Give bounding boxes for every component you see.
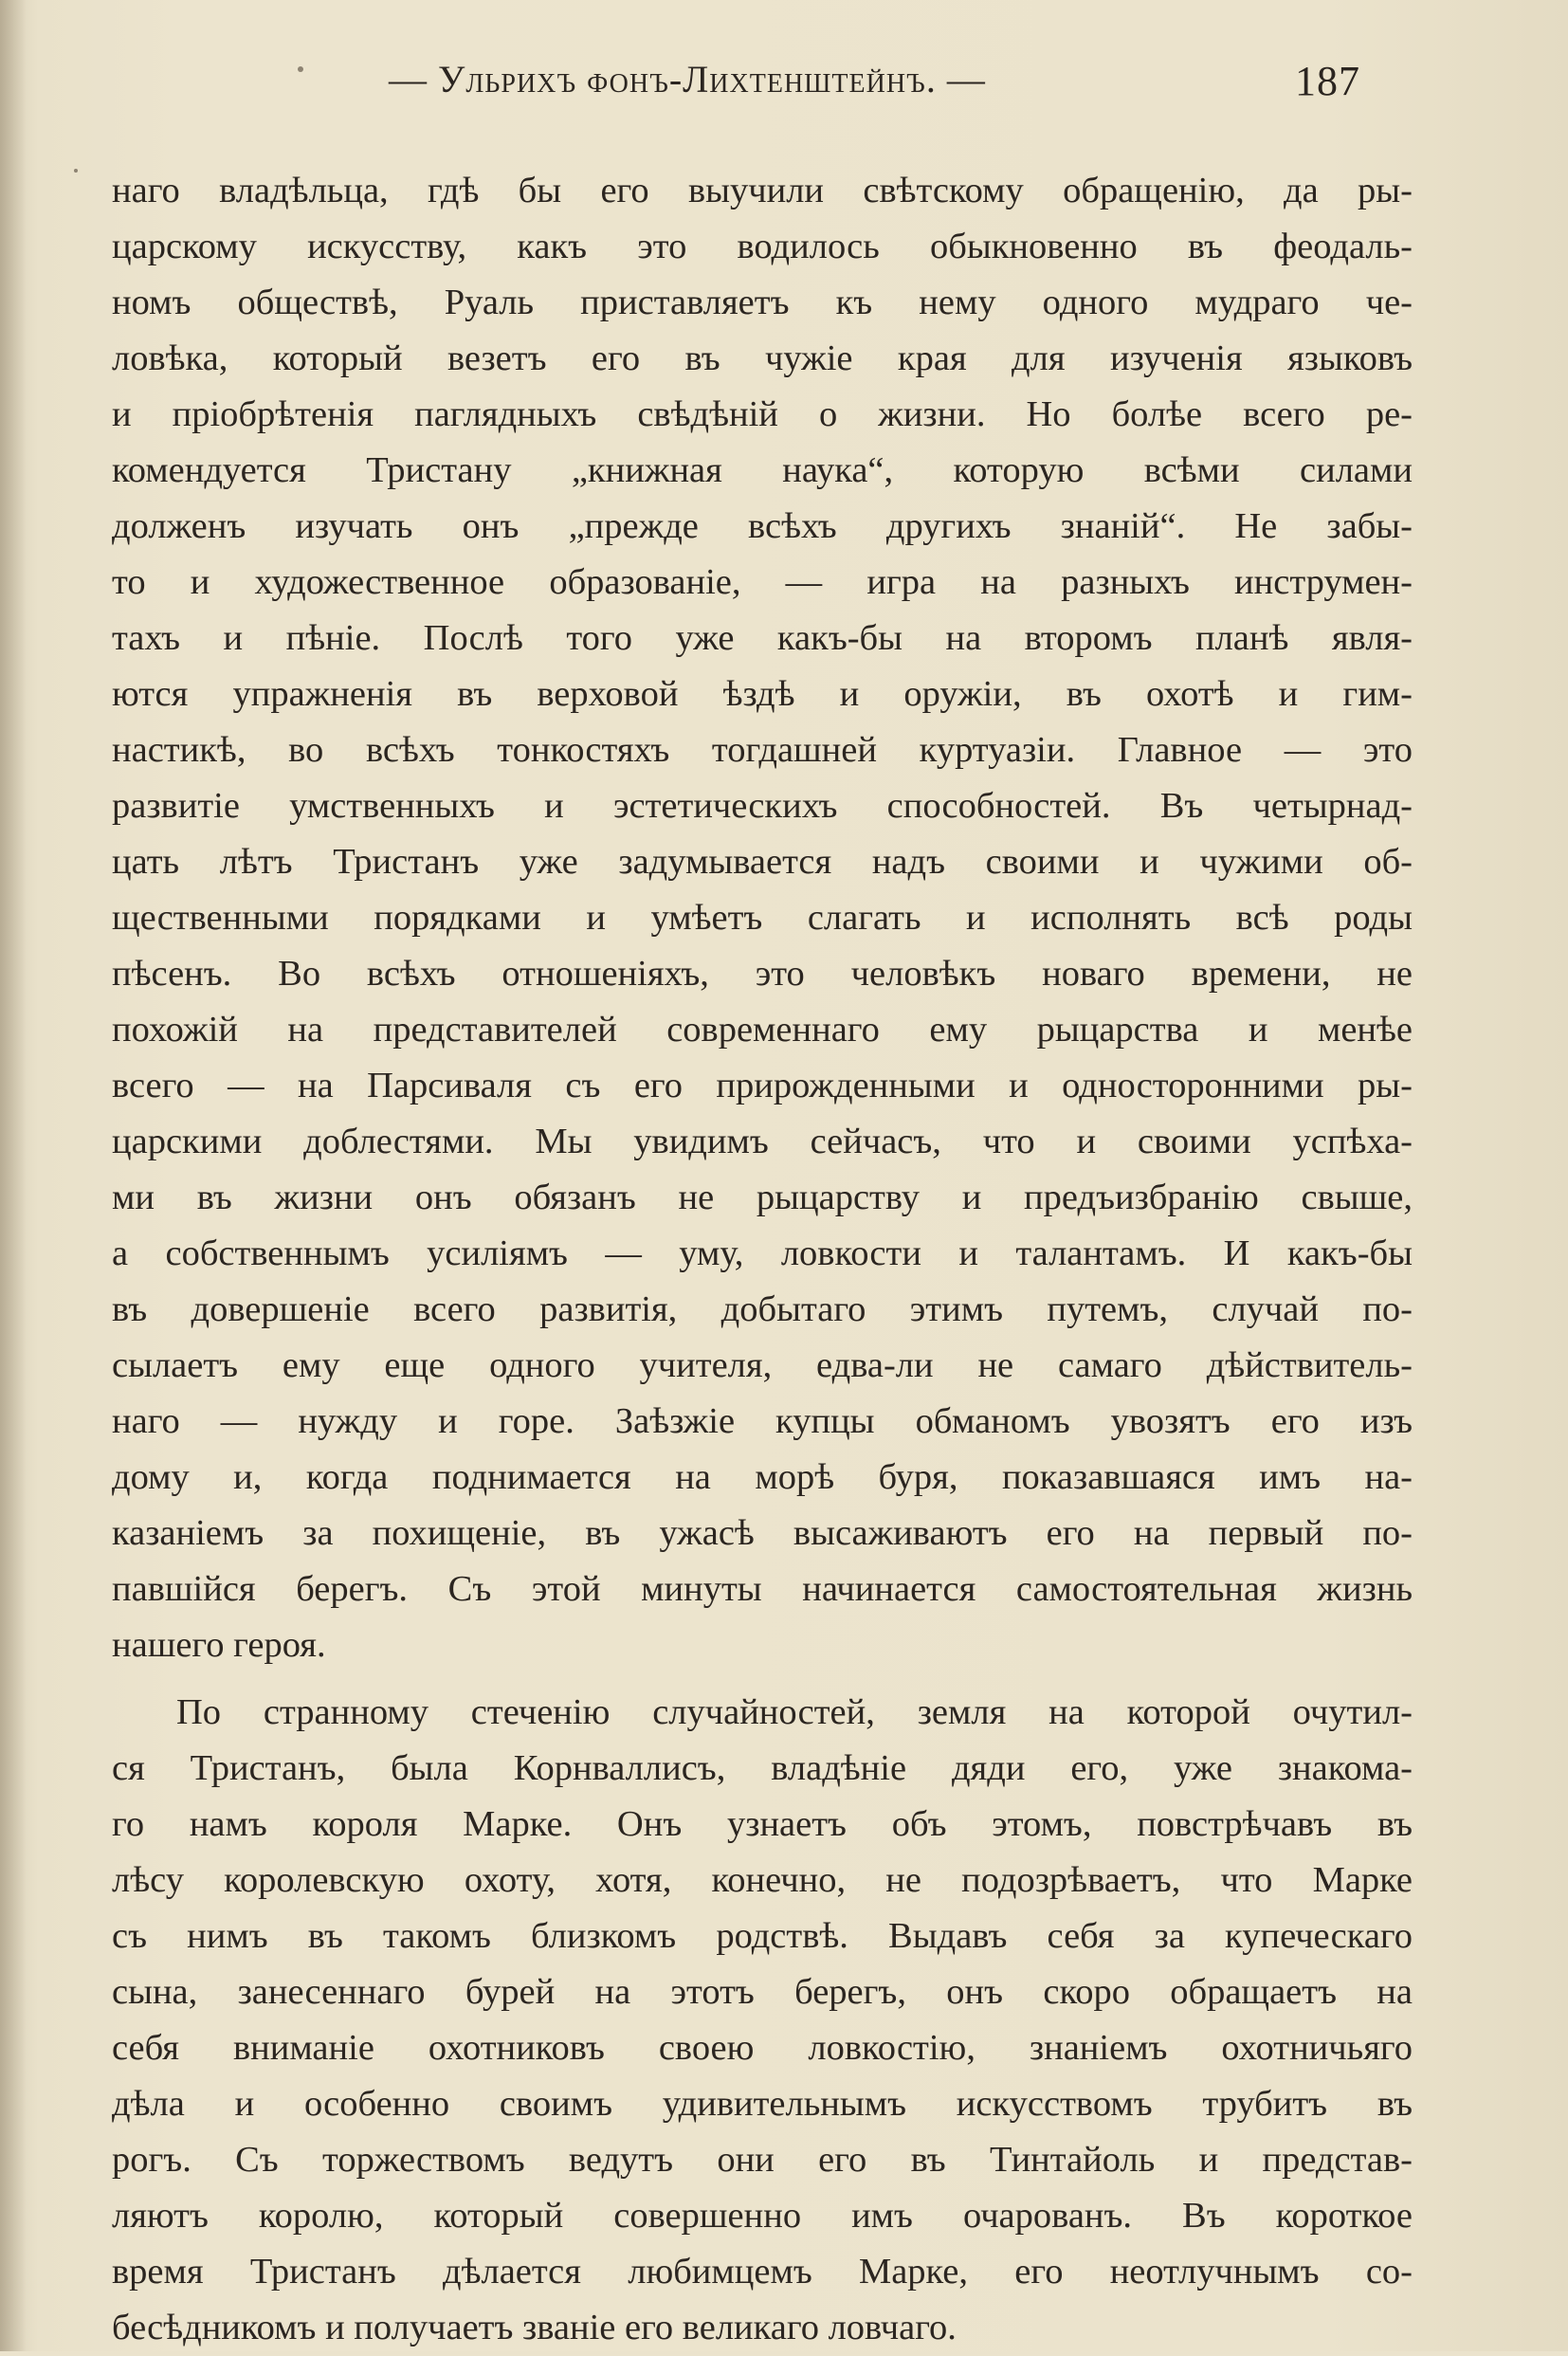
text-line: похожій на представителей современнаго ему рыцарства и менѣе — [112, 1010, 1413, 1050]
text-line: долженъ изучать онъ „прежде всѣхъ другихъ знаній“. Не забы- — [112, 506, 1413, 546]
text-line: сылаетъ ему еще одного учителя, едва-ли не самаго дѣйствитель- — [112, 1345, 1413, 1385]
text-line: ловѣка, который везетъ его въ чужіе края для изученія языковъ — [112, 338, 1413, 378]
text-line: дѣла и особенно своимъ удивительнымъ искусствомъ трубитъ въ — [112, 2084, 1413, 2124]
print-speck — [298, 66, 303, 72]
text-line: въ довершеніе всего развитія, добытаго этимъ путемъ, случай по- — [112, 1289, 1413, 1329]
text-line: По странному стеченію случайностей, земля на которой очутил- — [176, 1692, 1413, 1732]
paragraph — [112, 1685, 1413, 2356]
text-line: ляютъ королю, который совершенно имъ очарованъ. Въ короткое — [112, 2196, 1413, 2236]
running-header — [389, 57, 1360, 114]
paragraph — [112, 163, 1413, 1673]
text-line: ся Тристанъ, была Корнваллисъ, владѣніе дяди его, уже знакома- — [112, 1748, 1413, 1788]
text-line: наго владѣльца, гдѣ бы его выучили свѣтскому обращенію, да ры- — [112, 171, 1413, 210]
text-line: время Тристанъ дѣлается любимцемъ Марке, его неотлучнымъ со- — [112, 2252, 1413, 2292]
text-line: пѣсенъ. Во всѣхъ отношеніяхъ, это человѣкъ новаго времени, не — [112, 954, 1413, 994]
text-line: казаніемъ за похищеніе, въ ужасѣ высаживаютъ его на первый по- — [112, 1513, 1413, 1553]
text-line: павшійся берегъ. Съ этой минуты начинается самостоятельная жизнь — [112, 1569, 1413, 1609]
text-line: тахъ и пѣніе. Послѣ того уже какъ-бы на второмъ планѣ явля- — [112, 618, 1413, 658]
text-line: номъ обществѣ, Руаль приставляетъ къ нему одного мудраго че- — [112, 283, 1413, 322]
body-text — [112, 163, 1413, 2356]
text-line: ются упражненія въ верховой ѣздѣ и оружіи, въ охотѣ и гим- — [112, 674, 1413, 714]
text-line: комендуется Тристану „книжная наука“, которую всѣми силами — [112, 450, 1413, 490]
text-line: царскому искусству, какъ это водилось обыкновенно въ феодаль- — [112, 227, 1413, 266]
text-line: сына, занесеннаго бурей на этотъ берегъ, онъ скоро обращаетъ на — [112, 1972, 1413, 2012]
text-line: и пріобрѣтенія паглядныхъ свѣдѣній о жизни. Но болѣе всего ре- — [112, 394, 1413, 434]
running-title: — Ульрихъ фонъ-Лихтенштейнъ. — — [389, 58, 986, 100]
text-line: развитіе умственныхъ и эстетическихъ способностей. Въ четырнад- — [112, 786, 1413, 826]
text-line: нашего героя. — [112, 1625, 326, 1665]
text-line: съ нимъ въ такомъ близкомъ родствѣ. Выдавъ себя за купеческаго — [112, 1916, 1413, 1956]
text-line: бесѣдникомъ и получаетъ званіе его великаго ловчаго. — [112, 2308, 957, 2347]
text-line: лѣсу королевскую охоту, хотя, конечно, не подозрѣваетъ, что Марке — [112, 1860, 1413, 1900]
text-line: го намъ короля Марке. Онъ узнаетъ объ этомъ, повстрѣчавъ въ — [112, 1804, 1413, 1844]
text-line: рогъ. Съ торжествомъ ведутъ они его въ Тинтайоль и представ- — [112, 2140, 1413, 2180]
binding-shadow — [0, 0, 27, 2351]
text-line: царскими доблестями. Мы увидимъ сейчасъ, что и своими успѣха- — [112, 1122, 1413, 1161]
text-line: щественными порядками и умѣетъ слагать и исполнять всѣ роды — [112, 898, 1413, 938]
text-line: цать лѣтъ Тристанъ уже задумывается надъ своими и чужими об- — [112, 842, 1413, 882]
text-line: ми въ жизни онъ обязанъ не рыцарству и предъизбранію свыше, — [112, 1178, 1413, 1217]
text-line: дому и, когда поднимается на морѣ буря, показавшаяся имъ на- — [112, 1457, 1413, 1497]
text-line: то и художественное образованіе, — игра на разныхъ инструмен- — [112, 562, 1413, 602]
text-line: всего — на Парсиваля съ его прирожденными и односторонними ры- — [112, 1066, 1413, 1105]
text-line: а собственнымъ усиліямъ — уму, ловкости и талантамъ. И какъ-бы — [112, 1233, 1413, 1273]
text-line: себя вниманіе охотниковъ своею ловкостію, знаніемъ охотничьяго — [112, 2028, 1413, 2068]
text-line: настикѣ, во всѣхъ тонкостяхъ тогдашней куртуазіи. Главное — это — [112, 730, 1413, 770]
page-number: 187 — [1295, 58, 1360, 104]
print-speck — [74, 169, 78, 173]
paragraph-gap — [112, 1673, 1413, 1685]
text-line: наго — нужду и горе. Заѣзжіе купцы обманомъ увозятъ его изъ — [112, 1401, 1413, 1441]
